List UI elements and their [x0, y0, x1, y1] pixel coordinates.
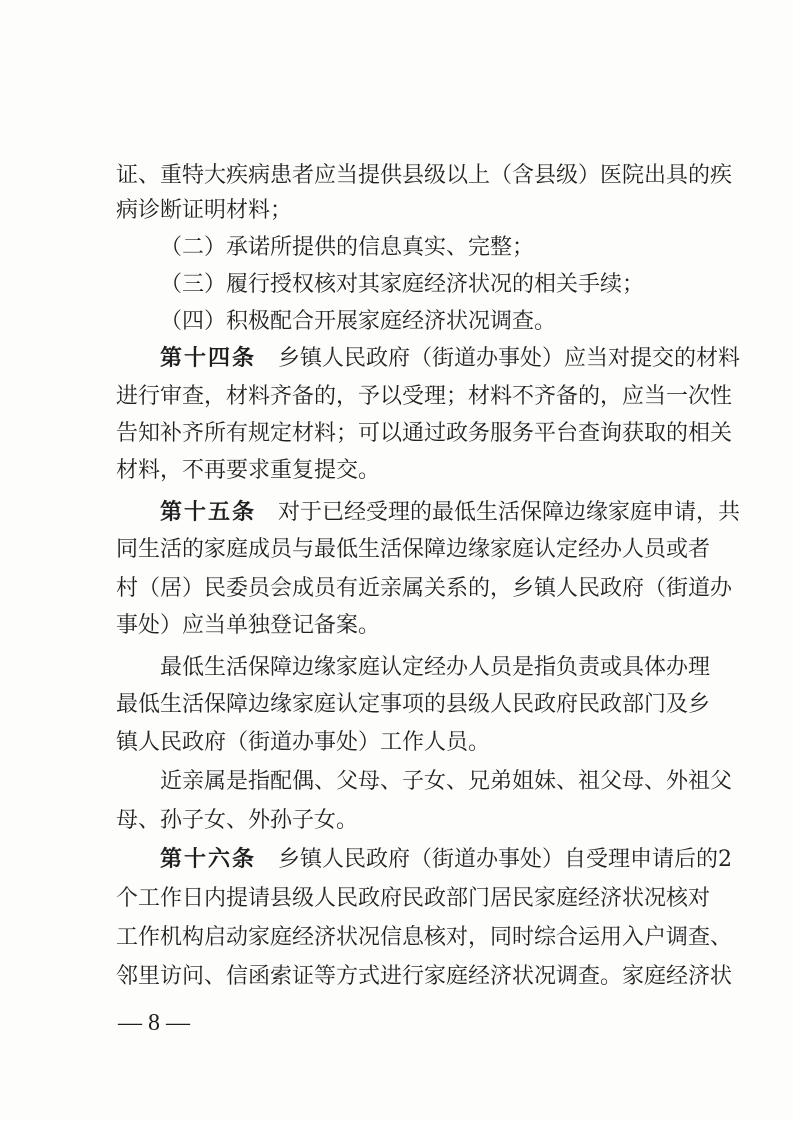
text-line: 母、孙子女、外孙子女。 — [116, 808, 359, 833]
text-line: 告知补齐所有规定材料；可以通过政务服务平台查询获取的相关 — [116, 421, 733, 446]
text-line: 邻里访问、信函索证等方式进行家庭经济状况调查。家庭经济状 — [116, 964, 733, 989]
article-14-heading: 第十四条 — [160, 346, 257, 371]
text-line: 最低生活保障边缘家庭认定事项的县级人民政府民政部门及乡 — [116, 692, 711, 717]
article-16-text: 乡镇人民政府（街道办事处）自受理申请后的2 — [278, 847, 733, 872]
article-15-heading: 第十五条 — [160, 500, 257, 525]
article-14-text: 乡镇人民政府（街道办事处）应当对提交的材料 — [278, 346, 741, 371]
text-line: 同生活的家庭成员与最低生活保障边缘家庭认定经办人员或者 — [116, 537, 711, 562]
text-line: 村（居）民委员会成员有近亲属关系的，乡镇人民政府（街道办 — [116, 576, 733, 601]
page-number: — 8 — — [118, 1010, 190, 1036]
article-15-text: 对于已经受理的最低生活保障边缘家庭申请，共 — [278, 500, 741, 525]
article-16-heading: 第十六条 — [160, 847, 257, 872]
list-item: （四）积极配合开展家庭经济状况调查。 — [160, 309, 557, 334]
text-line: 病诊断证明材料； — [116, 198, 293, 223]
text-line: 工作机构启动家庭经济状况信息核对，同时综合运用入户调查、 — [116, 925, 733, 950]
text-line: 材料，不再要求重复提交。 — [116, 458, 381, 483]
text-line: 进行审查，材料齐备的，予以受理；材料不齐备的，应当一次性 — [116, 384, 733, 409]
list-item: （三）履行授权核对其家庭经济状况的相关手续； — [160, 272, 645, 297]
list-item: （二）承诺所提供的信息真实、完整； — [160, 235, 535, 260]
text-line: 镇人民政府（街道办事处）工作人员。 — [116, 730, 491, 755]
text-line: 最低生活保障边缘家庭认定经办人员是指负责或具体办理 — [160, 655, 711, 680]
text-line: 事处）应当单独登记备案。 — [116, 613, 381, 638]
text-line: 近亲属是指配偶、父母、子女、兄弟姐妹、祖父母、外祖父 — [160, 769, 733, 794]
text-line: 个工作日内提请县级人民政府民政部门居民家庭经济状况核对 — [116, 886, 711, 911]
text-line: 证、重特大疾病患者应当提供县级以上（含县级）医院出具的疾 — [116, 163, 733, 188]
